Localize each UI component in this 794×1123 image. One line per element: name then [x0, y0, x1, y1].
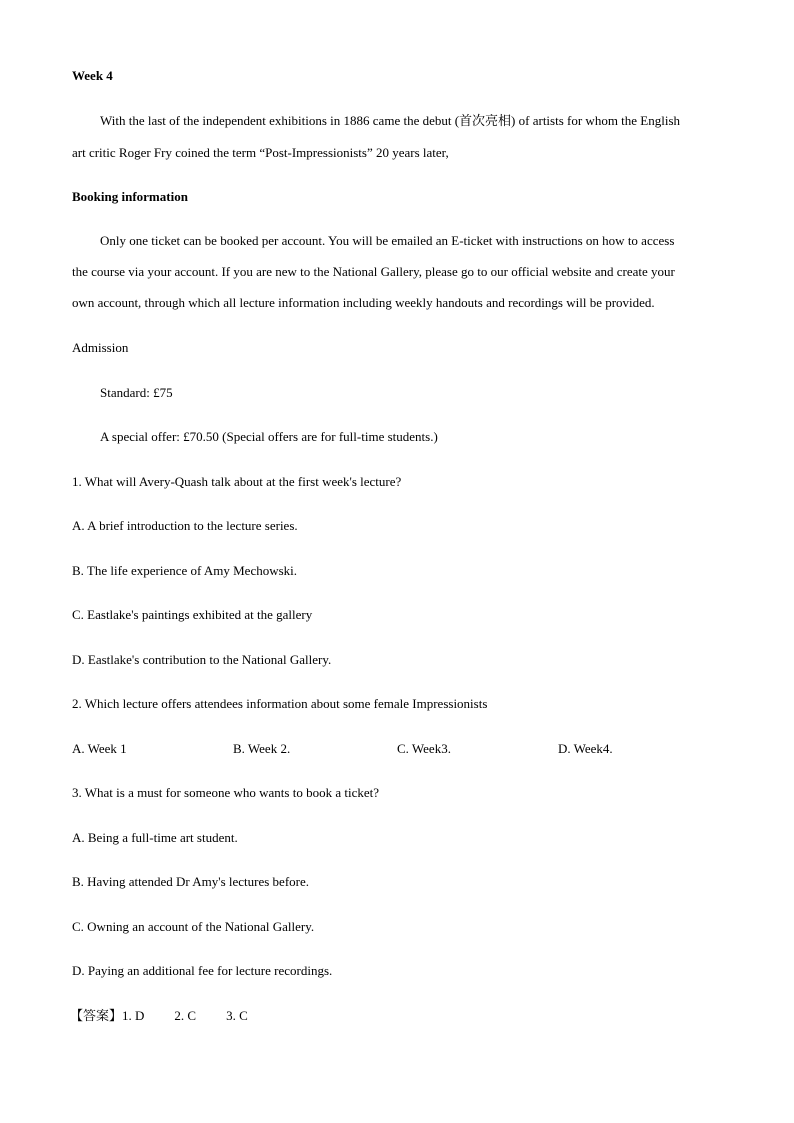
question-1-stem: 1. What will Avery-Quash talk about at the first week's lecture? [72, 474, 402, 489]
admission-special-offer: A special offer: £70.50 (Special offers are for full-time students.) [100, 429, 438, 444]
question-1-option-d: D. Eastlake's contribution to the National Gallery. [72, 652, 332, 667]
question-2-option-c: C. Week3. [397, 741, 451, 756]
question-2-option-b: B. Week 2. [233, 741, 291, 756]
question-1-option-a: A. A brief introduction to the lecture series. [72, 518, 298, 533]
booking-paragraph-line-3: own account, through which all lecture information including weekly handouts and recordings will be provided. [72, 295, 655, 310]
answer-label: 【答案】 [70, 1008, 123, 1023]
question-2-stem: 2. Which lecture offers attendees information about some female Impressionists [72, 696, 488, 711]
booking-paragraph-line-2: the course via your account. If you are new to the National Gallery, please go to our official website and create your [72, 264, 675, 279]
booking-paragraph-line-1: Only one ticket can be booked per account. You will be emailed an E-ticket with instructions on how to access [100, 233, 675, 248]
answer-3: 3. C [226, 1008, 248, 1023]
question-3-option-d: D. Paying an additional fee for lecture recordings. [72, 963, 333, 978]
week4-paragraph-line-2: art critic Roger Fry coined the term “Post-Impressionists” 20 years later, [72, 145, 449, 160]
answer-key [70, 1007, 248, 1025]
question-3-option-b: B. Having attended Dr Amy's lectures before. [72, 874, 309, 889]
admission-standard-price: Standard: £75 [100, 385, 173, 400]
answer-2: 2. C [174, 1008, 197, 1023]
question-2-option-d: D. Week4. [558, 741, 613, 756]
booking-heading: Booking information [72, 189, 188, 204]
week4-paragraph-line-1: With the last of the independent exhibitions in 1886 came the debut (首次亮相) of artists for whom the English [100, 113, 681, 128]
question-1-option-c: C. Eastlake's paintings exhibited at the gallery [72, 607, 313, 622]
question-3-option-c: C. Owning an account of the National Gallery. [72, 919, 315, 934]
question-1-option-b: B. The life experience of Amy Mechowski. [72, 563, 298, 578]
question-3-option-a: A. Being a full-time art student. [72, 830, 238, 845]
question-2-option-a: A. Week 1 [72, 741, 127, 756]
answer-1: 1. D [122, 1008, 145, 1023]
admission-heading: Admission [72, 340, 129, 355]
question-3-stem: 3. What is a must for someone who wants to book a ticket? [72, 785, 380, 800]
week4-heading: Week 4 [72, 68, 113, 83]
